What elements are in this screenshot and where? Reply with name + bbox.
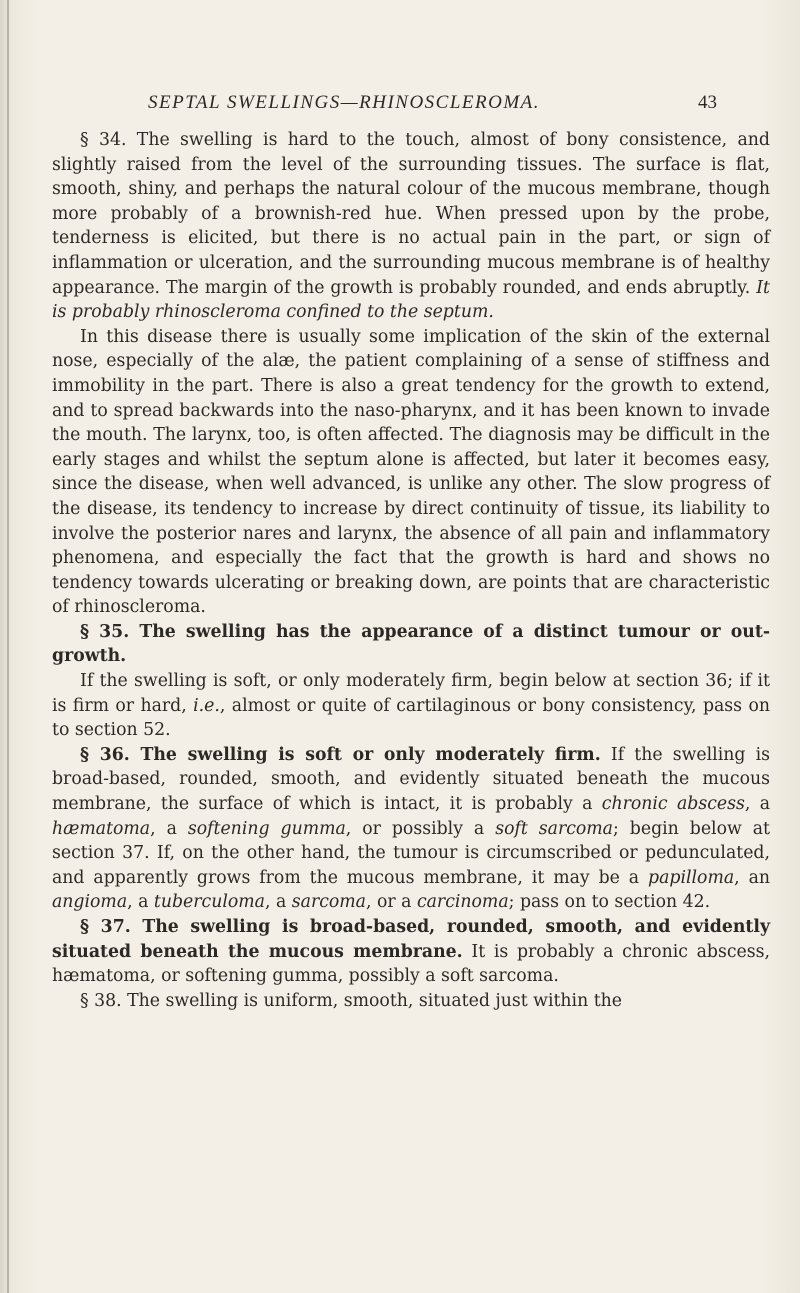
- italic-term: soft sarcoma: [495, 818, 613, 839]
- section-heading: § 36. The swelling is soft or only moderately firm.: [80, 744, 601, 765]
- page-number: 43: [698, 92, 717, 113]
- text-run: , an: [734, 867, 770, 888]
- italic-term: angioma: [52, 892, 128, 913]
- section-heading: § 37. The swelling is broad-based, rounded, smooth, and evidently situated beneath the mucous membrane.: [52, 917, 770, 962]
- paragraph-section-35: [52, 620, 770, 669]
- italic-term: i.e.: [193, 695, 220, 716]
- italic-term: papilloma: [648, 867, 735, 888]
- text-run: ; pass on to section 42.: [508, 892, 711, 913]
- italic-term: softening gumma: [187, 818, 346, 839]
- italic-term: tuberculoma: [153, 892, 265, 913]
- text-run: , a: [150, 818, 188, 839]
- text-run: If the swelling is soft, or only moderately firm, begin below at section 36; if it is firm or hard,: [52, 671, 770, 716]
- text-run: , or possibly a: [345, 818, 496, 839]
- text-run: If the swelling is broad-based, rounded, smooth, and evidently situated beneath the mucous membrane, the surface of which is intact, it is probably a: [52, 744, 770, 815]
- paragraph-rhinoscleroma: [52, 325, 770, 620]
- paragraph-section-37: [52, 915, 770, 989]
- text-run: It is probably a chronic abscess, hæmatoma, or softening gumma, possibly a soft sarcoma.: [52, 941, 770, 987]
- italic-term: hæmatoma: [52, 818, 151, 839]
- text-run: § 34. The swelling is hard to the touch, almost of bony consistence, and slightly raised from the level of the surrounding tissues. The surface is flat, smooth, shiny, and perhaps the natural colour of the mucous membrane, though more probably of a brownish-red hue. When pressed upon by the probe, tenderness is elicited, but there is no actual pain in the part, or sign of inflammation or ulceration, and the surrounding mucous membrane is of healthy appearance. The margin of the growth is probably rounded, and ends abruptly.: [52, 130, 770, 298]
- section-heading: § 35. The swelling has the appearance of a distinct tumour or out-growth.: [52, 621, 770, 667]
- text-run: , almost or quite of cartilaginous or bony consistency, pass on to section 52.: [52, 695, 770, 741]
- italic-term: carcinoma: [416, 892, 509, 913]
- paragraph-soft-or-firm: [52, 669, 770, 743]
- paragraph-section-36: [52, 743, 770, 915]
- italic-term: sarcoma: [291, 892, 366, 913]
- paragraph-section-38: [52, 989, 770, 1014]
- paragraph-section-34: [52, 128, 770, 325]
- text-run: , a: [744, 794, 771, 815]
- text-run: , a: [127, 892, 154, 913]
- text-run: ; begin below at section 37. If, on the other hand, the tumour is circumscribed or pedunculated, and apparently grows from the mucous membrane, it may be a: [52, 818, 770, 888]
- italic-diagnosis: It is probably rhinoscleroma confined to the septum.: [52, 277, 770, 323]
- binding-gutter: [7, 0, 9, 1293]
- text-run: , a: [264, 892, 292, 913]
- body-text: [52, 128, 770, 1013]
- page-header: [138, 92, 768, 118]
- text-run: In this disease there is usually some implication of the skin of the external nose, especially of the alæ, the patient complaining of a sense of stiffness and immobility in the part. There is also a great tendency for the growth to extend, and to spread backwards into the naso-pharynx, and it has been known to invade the mouth. The larynx, too, is often affected. The diagnosis may be difficult in the early stages and whilst the septum alone is affected, but later it becomes easy, since the disease, when well advanced, is unlike any other. The slow progress of the disease, its tendency to increase by direct continuity of tissue, its liability to involve the posterior nares and larynx, the absence of all pain and inflammatory phenomena, and especially the fact that the growth is hard and shows no tendency towards ulcerating or breaking down, are points that are characteristic of rhinoscleroma.: [52, 326, 770, 618]
- italic-term: chronic abscess: [601, 794, 745, 815]
- running-head: SEPTAL SWELLINGS—RHINOSCLEROMA.: [148, 92, 541, 113]
- text-run: § 38. The swelling is uniform, smooth, situated just within the: [80, 990, 623, 1011]
- text-run: , or a: [366, 892, 417, 913]
